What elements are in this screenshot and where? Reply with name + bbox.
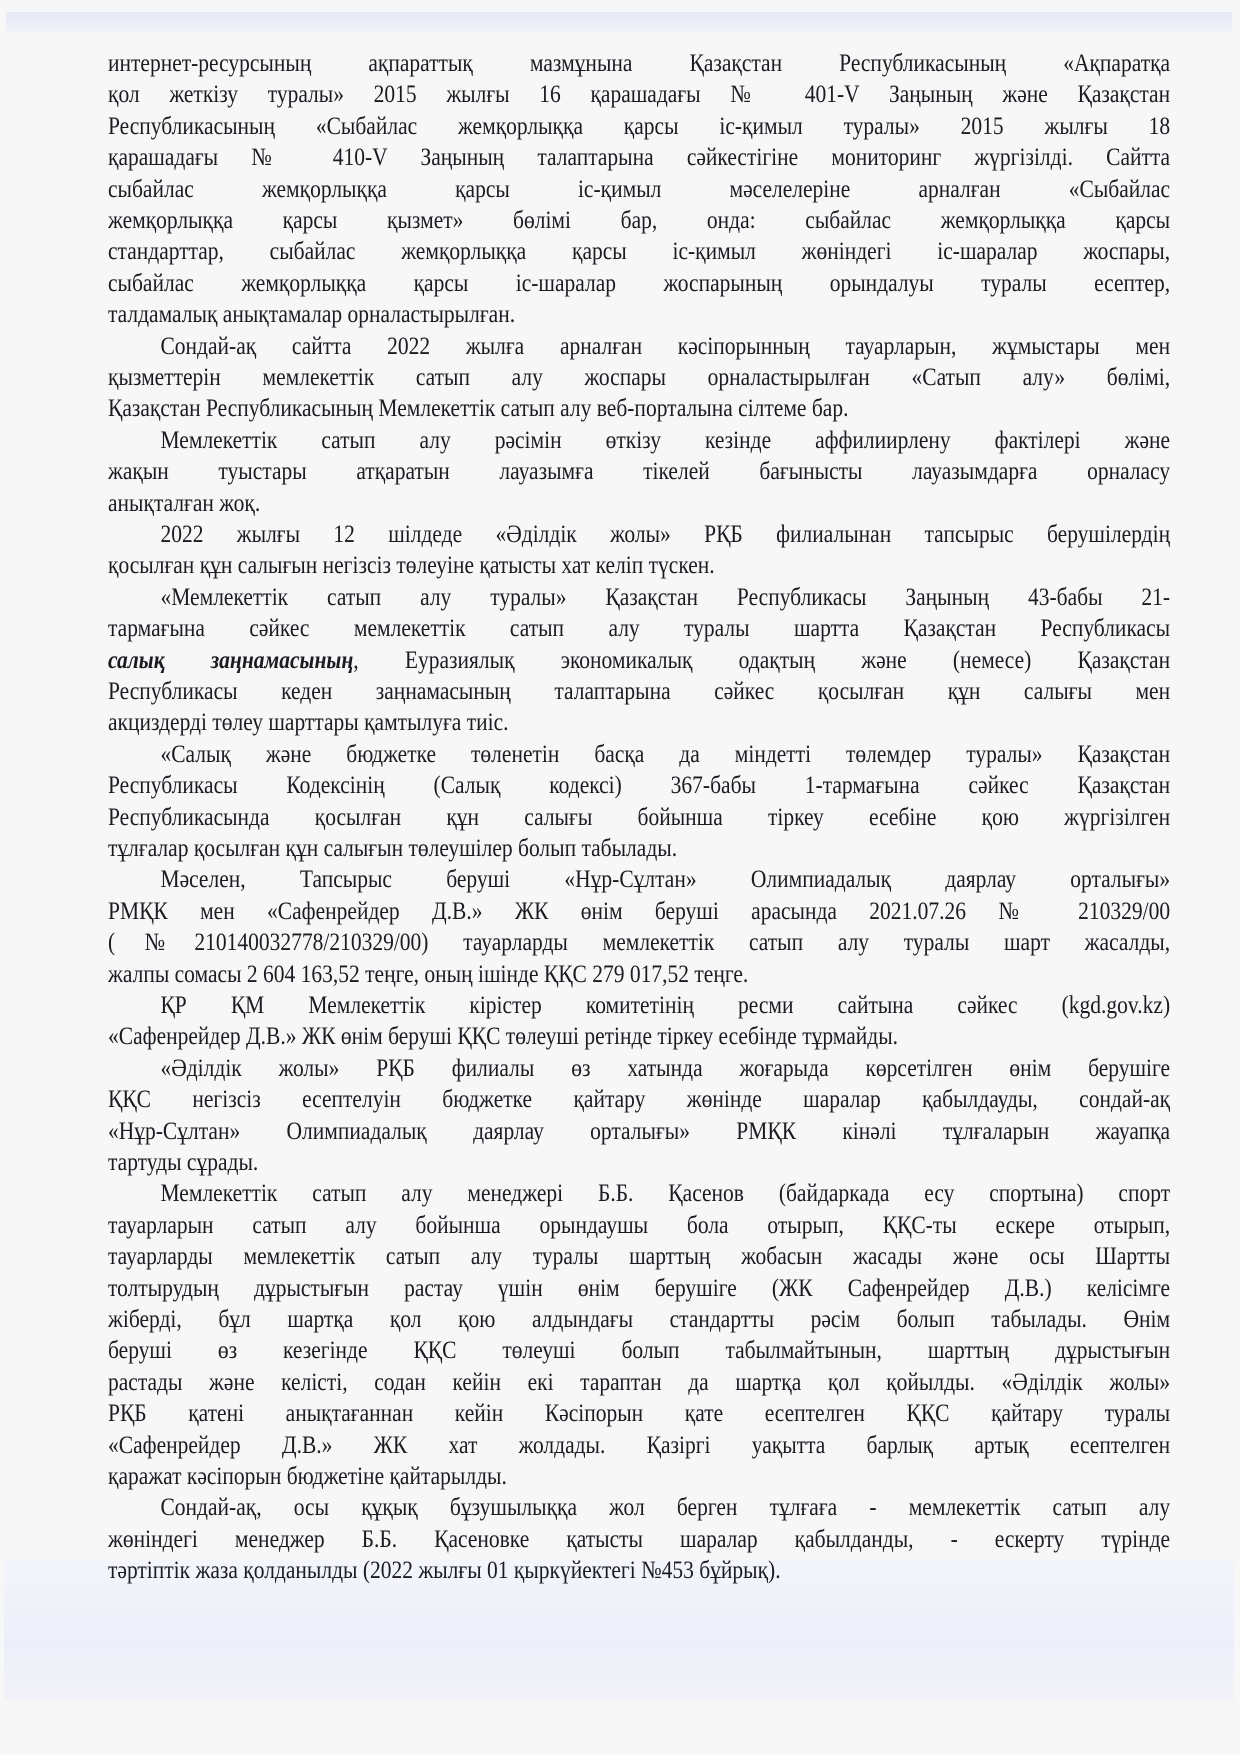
text-line: «Сафенрейдер Д.В.» ЖК өнім беруші ҚҚС төлеуші ретінде тіркеу есебінде тұрмайды. (108, 1023, 899, 1051)
text-line: Мәселен, Тапсырыс беруші «Нұр-Сұлтан» Олимпиадалық даярлау орталығы» (160, 866, 1171, 894)
text-line: «Әділдік жолы» РҚБ филиалы өз хатында жоғарыда көрсетілген өнім берушіге (160, 1054, 1171, 1082)
text-line: «Мемлекеттік сатып алу туралы» Қазақстан Республикасы Заңының 43-бабы 21- (160, 583, 1171, 611)
text-line: жалпы сомасы 2 604 163,52 теңге, оның ішінде ҚҚС 279 017,52 теңге. (108, 960, 749, 988)
text-line: (№210140032778/210329/00) тауарларды мемлекеттік сатып алу туралы шарт жасалды, (108, 929, 1171, 957)
text-line: қарашадағы № 410-V Заңының талаптарына сәйкестігіне мониторинг жүргізілді. Сайтта (108, 144, 1171, 172)
text-line: «Нұр-Сұлтан» Олимпиадалық даярлау орталығы» РМҚК кінәлі тұлғаларын жауапқа (108, 1117, 1171, 1145)
text-line: Мемлекеттік сатып алу менеджері Б.Б. Қасенов (байдаркада есу спортына) спорт (160, 1180, 1171, 1208)
text-line: интернет-ресурсының ақпараттық мазмұнына Қазақстан Республикасының «Ақпаратқа (108, 50, 1171, 77)
text-line: жақын туыстары атқаратын лауазымға тікелей бағынысты лауазымдарға орналасу (108, 458, 1171, 486)
scan-artifact-top (6, 12, 1232, 32)
text-line: «Салық және бюджетке төленетін басқа да міндетті төлемдер туралы» Қазақстан (160, 740, 1171, 768)
text-line: тауарларды мемлекеттік сатып алу туралы шарттың жобасын жасады және осы Шартты (108, 1243, 1171, 1271)
text-line: тауарларын сатып алу бойынша орындаушы бола отырып, ҚҚС-ты ескере отырып, (108, 1211, 1171, 1239)
text-line: тармағына сәйкес мемлекеттік сатып алу туралы шартта Қазақстан Республикасы (108, 615, 1171, 643)
text-line: акциздерді төлеу шарттары қамтылуға тиіс. (108, 709, 509, 737)
text-line: Сондай-ақ, осы құқық бұзушылыққа жол берген тұлғаға - мемлекеттік сатып алу (160, 1494, 1171, 1522)
emphasized-text: салық заңнамасының (108, 646, 354, 674)
text-line: Республикасының «Сыбайлас жемқорлыққа қарсы іс-қимыл туралы» 2015 жылғы 18 (108, 112, 1171, 140)
text-line: тұлғалар қосылған құн салығын төлеушілер болып табылады. (108, 835, 678, 862)
text-line: сыбайлас жемқорлыққа қарсы іс-шаралар жоспарының орындалуы туралы есептер, (108, 269, 1171, 297)
text-line: Сондай-ақ сайтта 2022 жылға арналған кәсіпорынның тауарларын, жұмыстары мен (160, 332, 1171, 360)
text-line: тәртіптік жаза қолданылды (2022 жылғы 01 қыркүйектегі №453 бұйрық). (108, 1557, 781, 1585)
text-line: жемқорлыққа қарсы қызмет» бөлімі бар, онда: сыбайлас жемқорлыққа қарсы (108, 207, 1171, 234)
text-line: Республикасында қосылған құн салығы бойынша тіркеу есебіне қою жүргізілген (108, 803, 1171, 831)
text-line: қосылған құн салығын негізсіз төлеуіне қатысты хат келіп түскен. (108, 552, 715, 580)
text-line: анықталған жоқ. (108, 489, 261, 517)
text-line: Республикасы кеден заңнамасының талаптарына сәйкес қосылған құн салығы мен (108, 678, 1171, 705)
text-line: Қазақстан Республикасының Мемлекеттік сатып алу веб-порталына сілтеме бар. (108, 395, 849, 423)
text-line: қол жеткізу туралы» 2015 жылғы 16 қарашадағы № 401-V Заңының және Қазақстан (108, 81, 1171, 109)
text-line: РМҚК мен «Сафенрейдер Д.В.» ЖК өнім беруші арасында 2021.07.26 № 210329/00 (108, 897, 1171, 925)
text-line: растады және келісті, содан кейін екі тараптан да шартқа қол қойылды. «Әділдік жолы» (108, 1368, 1171, 1396)
text-line: 2022 жылғы 12 шілдеде «Әділдік жолы» РҚБ филиалынан тапсырыс берушілердің (160, 521, 1171, 548)
text-line: РҚБ қатені анықтағаннан кейін Кәсіпорын қате есептелген ҚҚС қайтару туралы (108, 1400, 1171, 1428)
text-line: сыбайлас жемқорлыққа қарсы іс-қимыл мәселелеріне арналған «Сыбайлас (108, 175, 1171, 203)
text-line (108, 645, 1170, 676)
text-line: қызметтерін мемлекеттік сатып алу жоспары орналастырылған «Сатып алу» бөлімі, (108, 364, 1171, 391)
text-line: «Сафенрейдер Д.В.» ЖК хат жолдады. Қазіргі уақытта барлық артық есептелген (108, 1431, 1171, 1459)
text-line: Республикасы Кодексінің (Салық кодексі) 367-бабы 1-тармағына сәйкес Қазақстан (108, 772, 1171, 800)
text-line: жіберді, бұл шартқа қол қою алдындағы стандартты рәсім болып табылады. Өнім (108, 1306, 1171, 1333)
text-line: Мемлекеттік сатып алу рәсімін өткізу кезінде аффилиирлену фактілері және (160, 426, 1171, 454)
text-line: стандарттар, сыбайлас жемқорлыққа қарсы іс-қимыл жөніндегі іс-шаралар жоспары, (108, 238, 1171, 266)
text-line: ҚР ҚМ Мемлекеттік кірістер комитетінің ресми сайтына сәйкес (kgd.gov.kz) (160, 992, 1171, 1019)
text-run: , Еуразиялық экономикалық одақтың және (немесе) Қазақстан (353, 646, 1171, 674)
text-line: талдамалық анықтамалар орналастырылған. (108, 301, 516, 329)
text-line: ҚҚС негізсіз есептелуін бюджетке қайтару жөнінде шаралар қабылдауды, сондай-ақ (108, 1086, 1171, 1114)
text-line: жөніндегі менеджер Б.Б. Қасеновке қатысты шаралар қабылданды, - ескерту түрінде (108, 1525, 1171, 1553)
text-line: беруші өз кезегінде ҚҚС төлеуші болып табылмайтынын, шарттың дұрыстығын (108, 1337, 1171, 1365)
text-line: қаражат кәсіпорын бюджетіне қайтарылды. (108, 1463, 507, 1490)
text-line: тартуды сұрады. (108, 1149, 259, 1176)
text-line: толтырудың дұрыстығын растау үшін өнім берушіге (ЖК Сафенрейдер Д.В.) келісімге (108, 1274, 1171, 1302)
